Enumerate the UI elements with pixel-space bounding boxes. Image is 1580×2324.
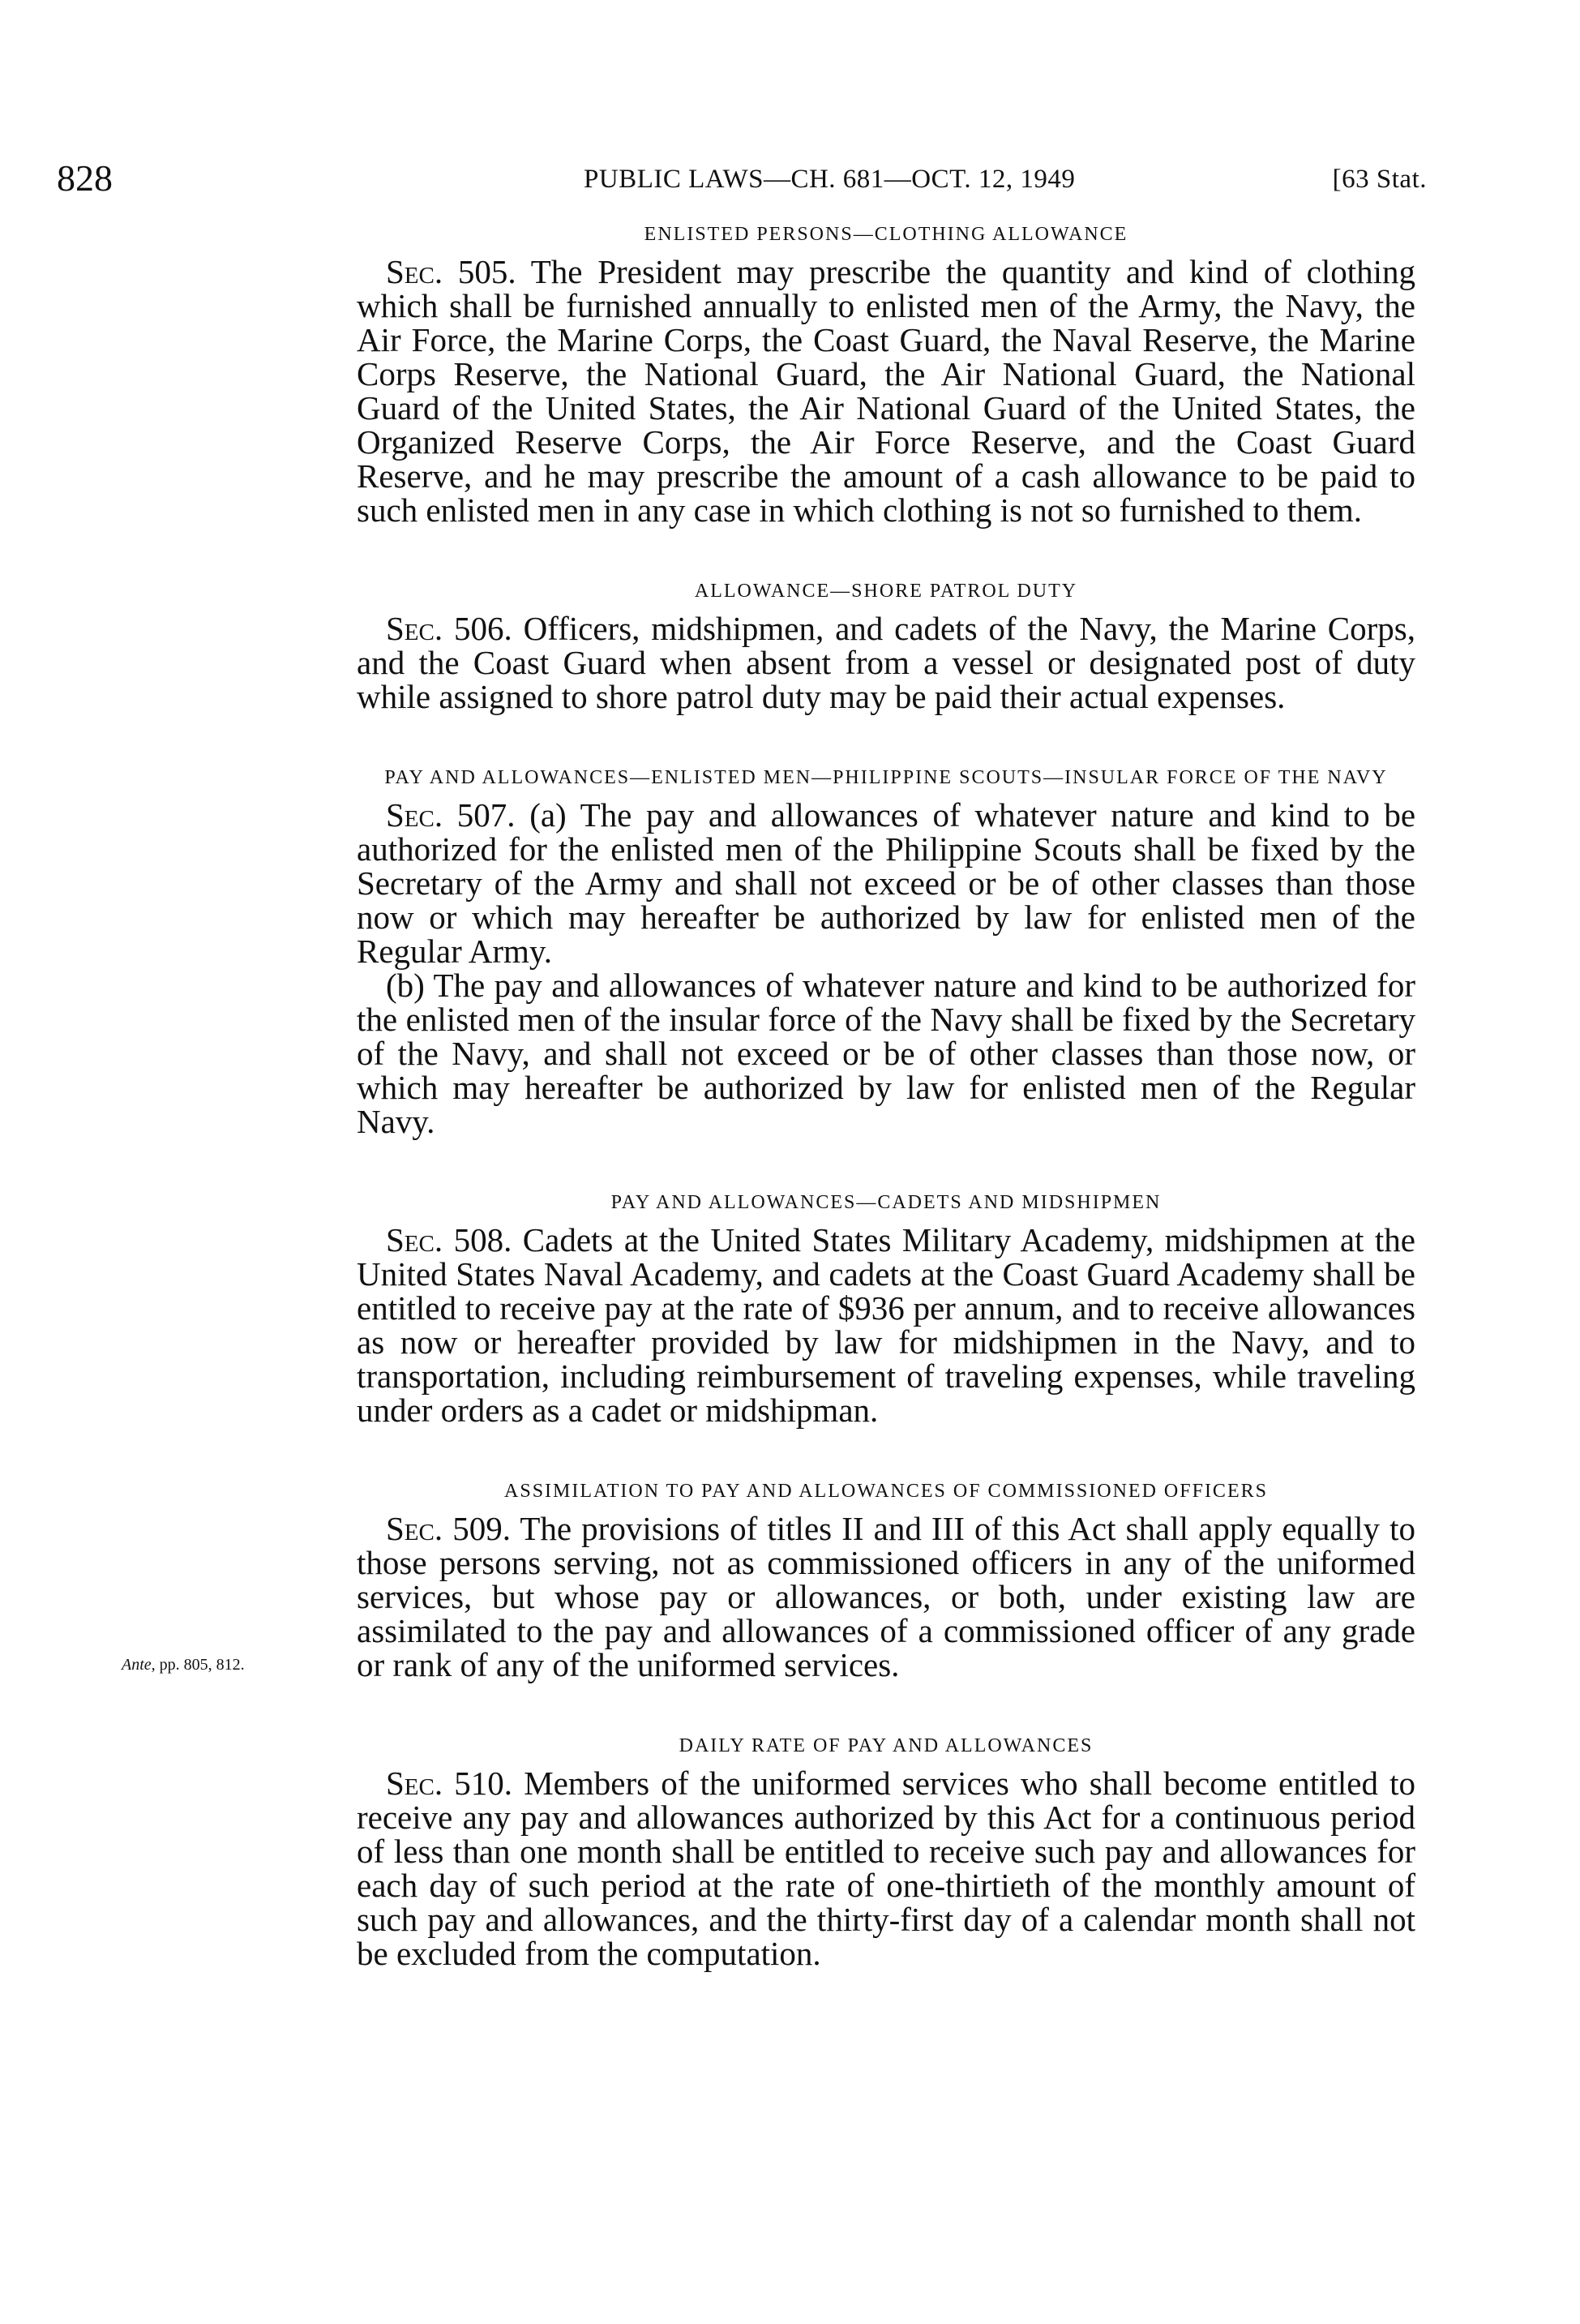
section-text: The President may prescribe the quantity and kind of clothing which shall be furnished annually to enlisted men of the Army, the Navy, the Air Force, the Marine Corps, the Coast Guard, the Naval Reserve, the Marine Corps Reserve, the National Guard, the Air National Guard, the National Guard of the United States, the Air National Guard of the United States, the Organized Reserve Corps, the Air Force Reserve, and the Coast Guard Reserve, and he may prescribe the amount of a cash allowance to be paid to such enlisted men in any case in which clothing is not so furnished to them.	[357, 253, 1415, 529]
section-label: Sec. 508.	[386, 1221, 512, 1258]
section-paragraph	[357, 611, 1415, 714]
section-heading: PAY AND ALLOWANCES—ENLISTED MEN—PHILIPPINE SCOUTS—INSULAR FORCE OF THE NAVY	[384, 767, 1388, 788]
section-paragraph	[357, 1766, 1415, 1970]
section-text: Members of the uniformed services who shall become entitled to receive any pay and allowances authorized by this Act for a continuous period of less than one month shall be entitled to receive such pay and allowances for each day of such period at the rate of one-thirtieth of the monthly amount of such pay and allowances, and the thirty-first day of a calendar month shall not be excluded from the computation.	[357, 1764, 1416, 1972]
section-506	[357, 577, 1415, 714]
page-number: 828	[57, 157, 113, 199]
volume-citation: [63 Stat.	[1332, 165, 1427, 194]
section-text: Officers, midshipmen, and cadets of the Navy, the Marine Corps, and the Coast Guard when absent from a vessel or designated post of duty while assigned to shore patrol duty may be paid their actual expenses.	[357, 610, 1416, 715]
section-label: Sec. 507.	[386, 796, 516, 834]
section-heading: ASSIMILATION TO PAY AND ALLOWANCES OF COMMISSIONED OFFICERS	[504, 1481, 1268, 1502]
section-label: Sec. 510.	[386, 1764, 513, 1802]
section-heading: ENLISTED PERSONS—CLOTHING ALLOWANCE	[644, 224, 1128, 245]
section-509	[357, 1477, 1415, 1682]
body-column	[357, 221, 1415, 2021]
section-label: Sec. 509.	[386, 1510, 511, 1547]
margin-note	[122, 1653, 245, 1677]
section-paragraph	[357, 255, 1415, 527]
section-heading: DAILY RATE OF PAY AND ALLOWANCES	[679, 1735, 1094, 1756]
section-heading: ALLOWANCE—SHORE PATROL DUTY	[694, 581, 1078, 602]
section-label: Sec. 505.	[386, 253, 516, 290]
section-label: Sec. 506.	[386, 610, 512, 647]
section-text: (a) The pay and allowances of whatever nature and kind to be authorized for the enlisted men of the Philippine Scouts shall be fixed by the Secretary of the Army and shall not exceed or be of other classes than those now or which may hereafter be authorized by law for enlisted men of the Regular Army.	[357, 796, 1416, 970]
running-head: PUBLIC LAWS—CH. 681—OCT. 12, 1949	[584, 165, 1076, 194]
margin-note-italic: Ante,	[122, 1656, 156, 1674]
section-heading: PAY AND ALLOWANCES—CADETS AND MIDSHIPMEN	[610, 1192, 1162, 1213]
page-header	[57, 154, 1427, 211]
margin-note-text: pp. 805, 812.	[155, 1656, 245, 1674]
section-paragraph	[357, 968, 1415, 1138]
section-text: (b) The pay and allowances of whatever nature and kind to be authorized for the enlisted men of the insular force of the Navy shall be fixed by the Secretary of the Navy, and shall not exceed or be of other classes than those now, or which may hereafter be authorized by law for enlisted men of the Regular Navy.	[357, 967, 1415, 1140]
section-505	[357, 221, 1415, 527]
section-text: Cadets at the United States Military Academy, midshipmen at the United States Naval Academy, and cadets at the Coast Guard Academy shall be entitled to receive pay at the rate of $936 per annum, and to receive allowances as now or hereafter provided by law for midshipmen in the Navy, and to transportation, including reimbursement of traveling expenses, while traveling under orders as a cadet or midshipman.	[357, 1221, 1415, 1429]
section-508	[357, 1189, 1415, 1427]
section-507	[357, 764, 1415, 1138]
section-paragraph	[357, 798, 1415, 968]
section-510	[357, 1732, 1415, 1970]
section-paragraph	[357, 1511, 1415, 1682]
section-paragraph	[357, 1223, 1415, 1427]
section-text: The provisions of titles II and III of this Act shall apply equally to those persons serving, not as commissioned officers in any of the uniformed services, but whose pay or allowances, or both, under existing law are assimilated to the pay and allowances of a commissioned officer of any grade or rank of any of the uniformed services.	[357, 1510, 1416, 1683]
